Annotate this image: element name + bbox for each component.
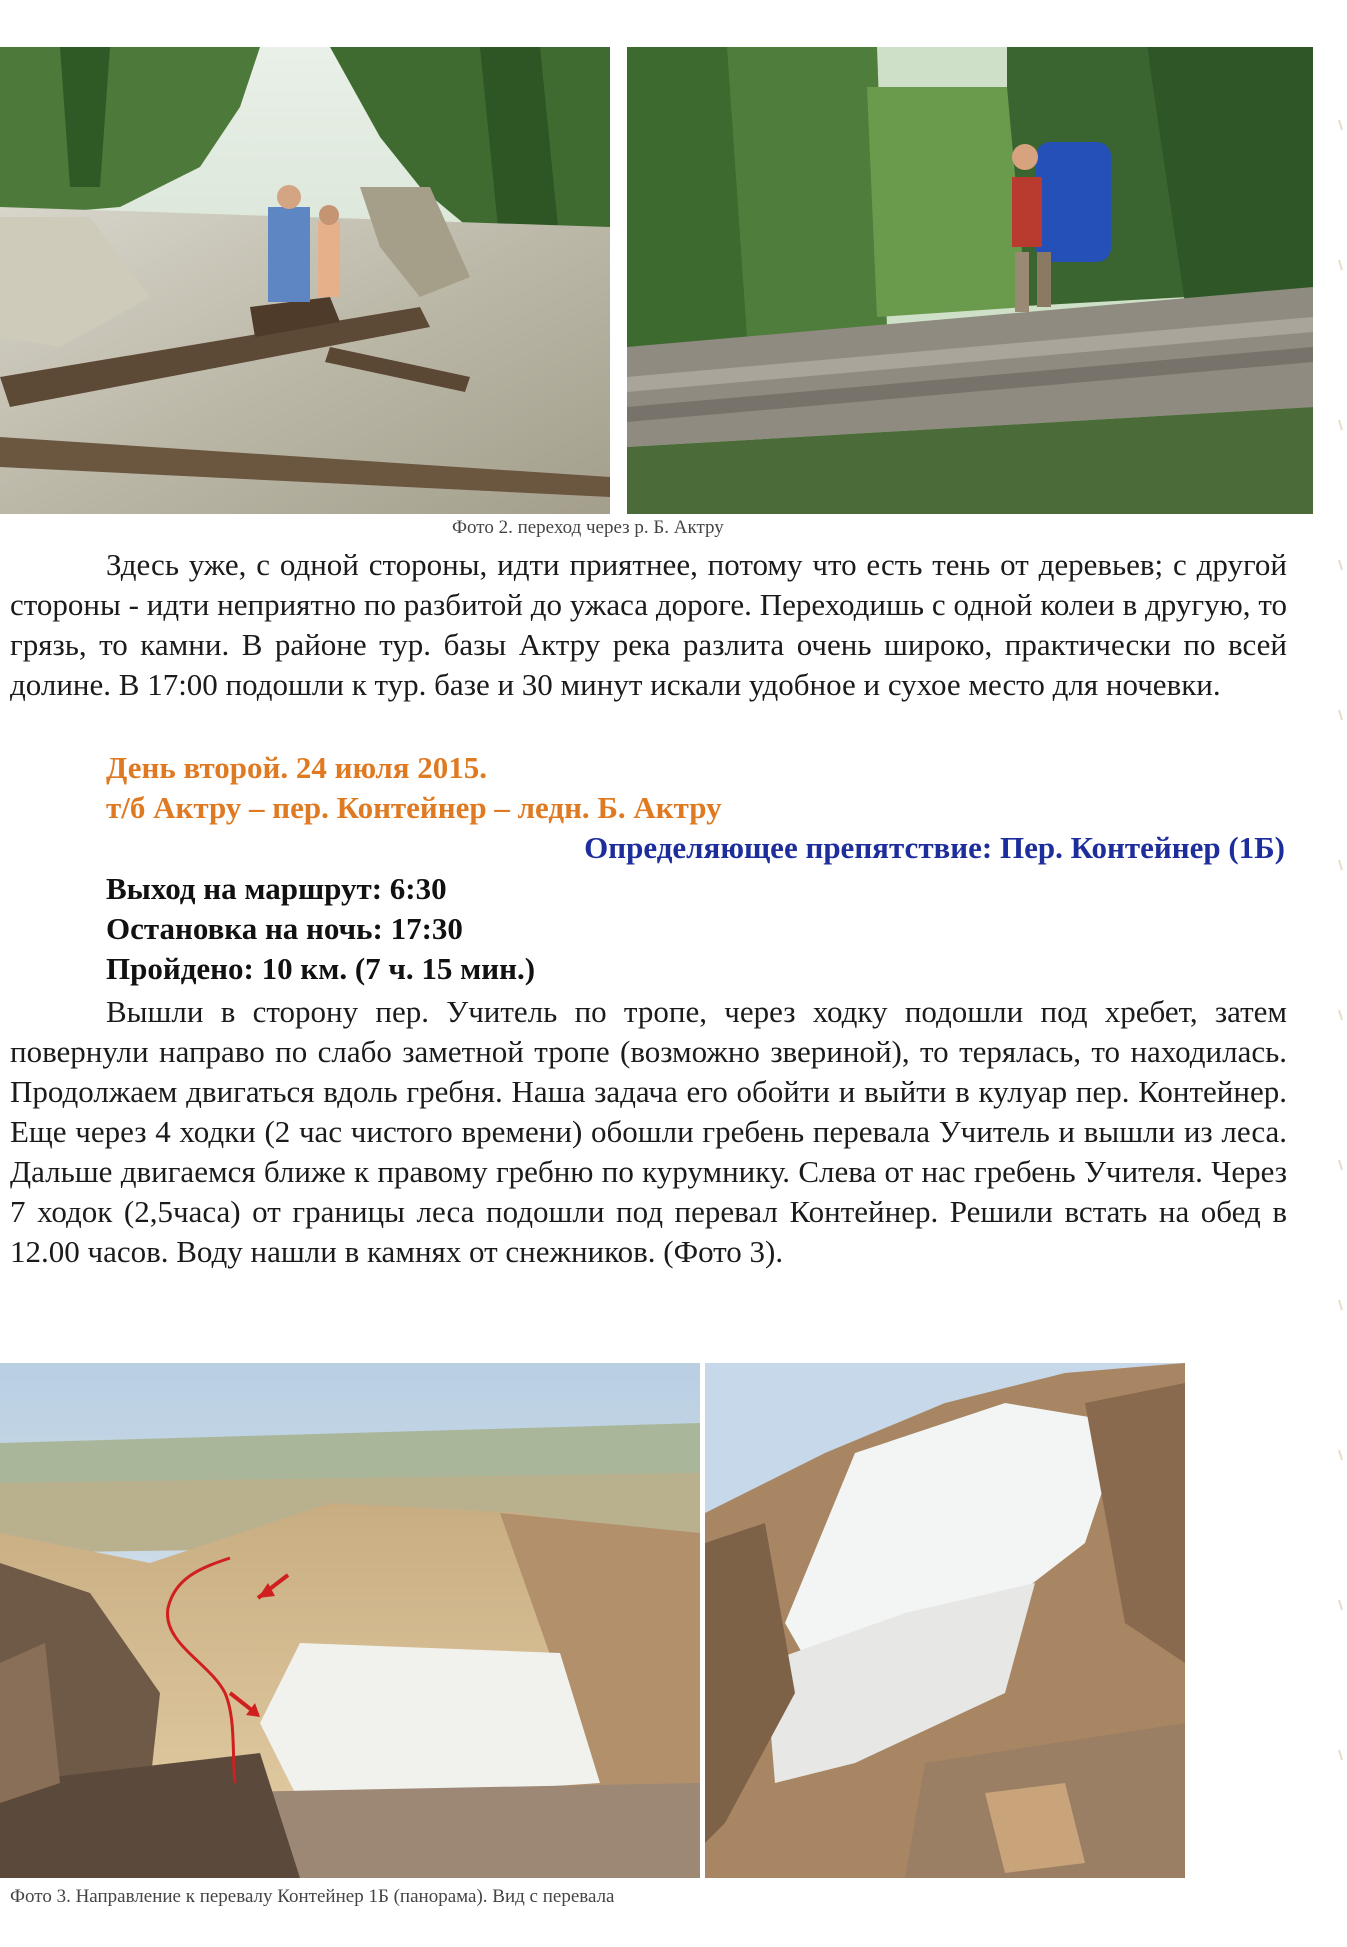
defining-obstacle: Определяющее препятствие: Пер. Контейнер (1Б) bbox=[584, 830, 1285, 865]
day-title: День второй. 24 июля 2015. bbox=[106, 750, 488, 785]
paragraph-1-text: Здесь уже, с одной стороны, идти приятнее, потому что есть тень от деревьев; с другой стороны - идти неприятно по разбитой до ужаса дороге. Переходишь с одной колеи в другую, то грязь, то камни. В районе тур. базы Актру река разлита очень широко, практически по всей долине. В 17:00 подошли к тур. базе и 30 минут искали удобное и сухое место для ночевки. bbox=[10, 547, 1287, 702]
river-crossing-photo-left bbox=[0, 47, 610, 514]
view-from-pass-photo-right bbox=[705, 1363, 1185, 1878]
right-edge-marks bbox=[1333, 0, 1347, 1947]
pass-panorama-photo-left bbox=[0, 1363, 700, 1878]
log-bridge-hiker-photo-right bbox=[627, 47, 1313, 514]
stop-time: Остановка на ночь: 17:30 bbox=[106, 911, 463, 946]
paragraph-2-text: Вышли в сторону пер. Учитель по тропе, через ходку подошли под хребет, затем повернули направо по слабо заметной тропе (возможно звериной), то терялась, то находилась. Продолжаем двигаться вдоль гребня. Наша задача его обойти и выйти в кулуар пер. Контейнер. Еще через 4 ходки (2 час чистого времени) обошли гребень перевала Учитель и вышли из леса. Дальше двигаемся ближе к правому гребню по курумнику. Слева от нас гребень Учителя. Через 7 ходок (2,5часа) от границы леса подошли под перевал Контейнер. Решили встать на обед в 12.00 часов. Воду нашли в камнях от снежников. (Фото 3). bbox=[10, 994, 1287, 1269]
day-route: т/б Актру – пер. Контейнер – ледн. Б. Актру bbox=[106, 790, 722, 825]
paragraph-1 bbox=[10, 545, 1287, 705]
photo3-caption: Фото 3. Направление к перевалу Контейнер 1Б (панорама). Вид с перевала bbox=[10, 1886, 615, 1907]
distance-covered: Пройдено: 10 км. (7 ч. 15 мин.) bbox=[106, 951, 536, 986]
paragraph-2 bbox=[10, 992, 1287, 1272]
start-time: Выход на маршрут: 6:30 bbox=[106, 871, 447, 906]
photo2-caption: Фото 2. переход через р. Б. Актру bbox=[452, 517, 724, 538]
